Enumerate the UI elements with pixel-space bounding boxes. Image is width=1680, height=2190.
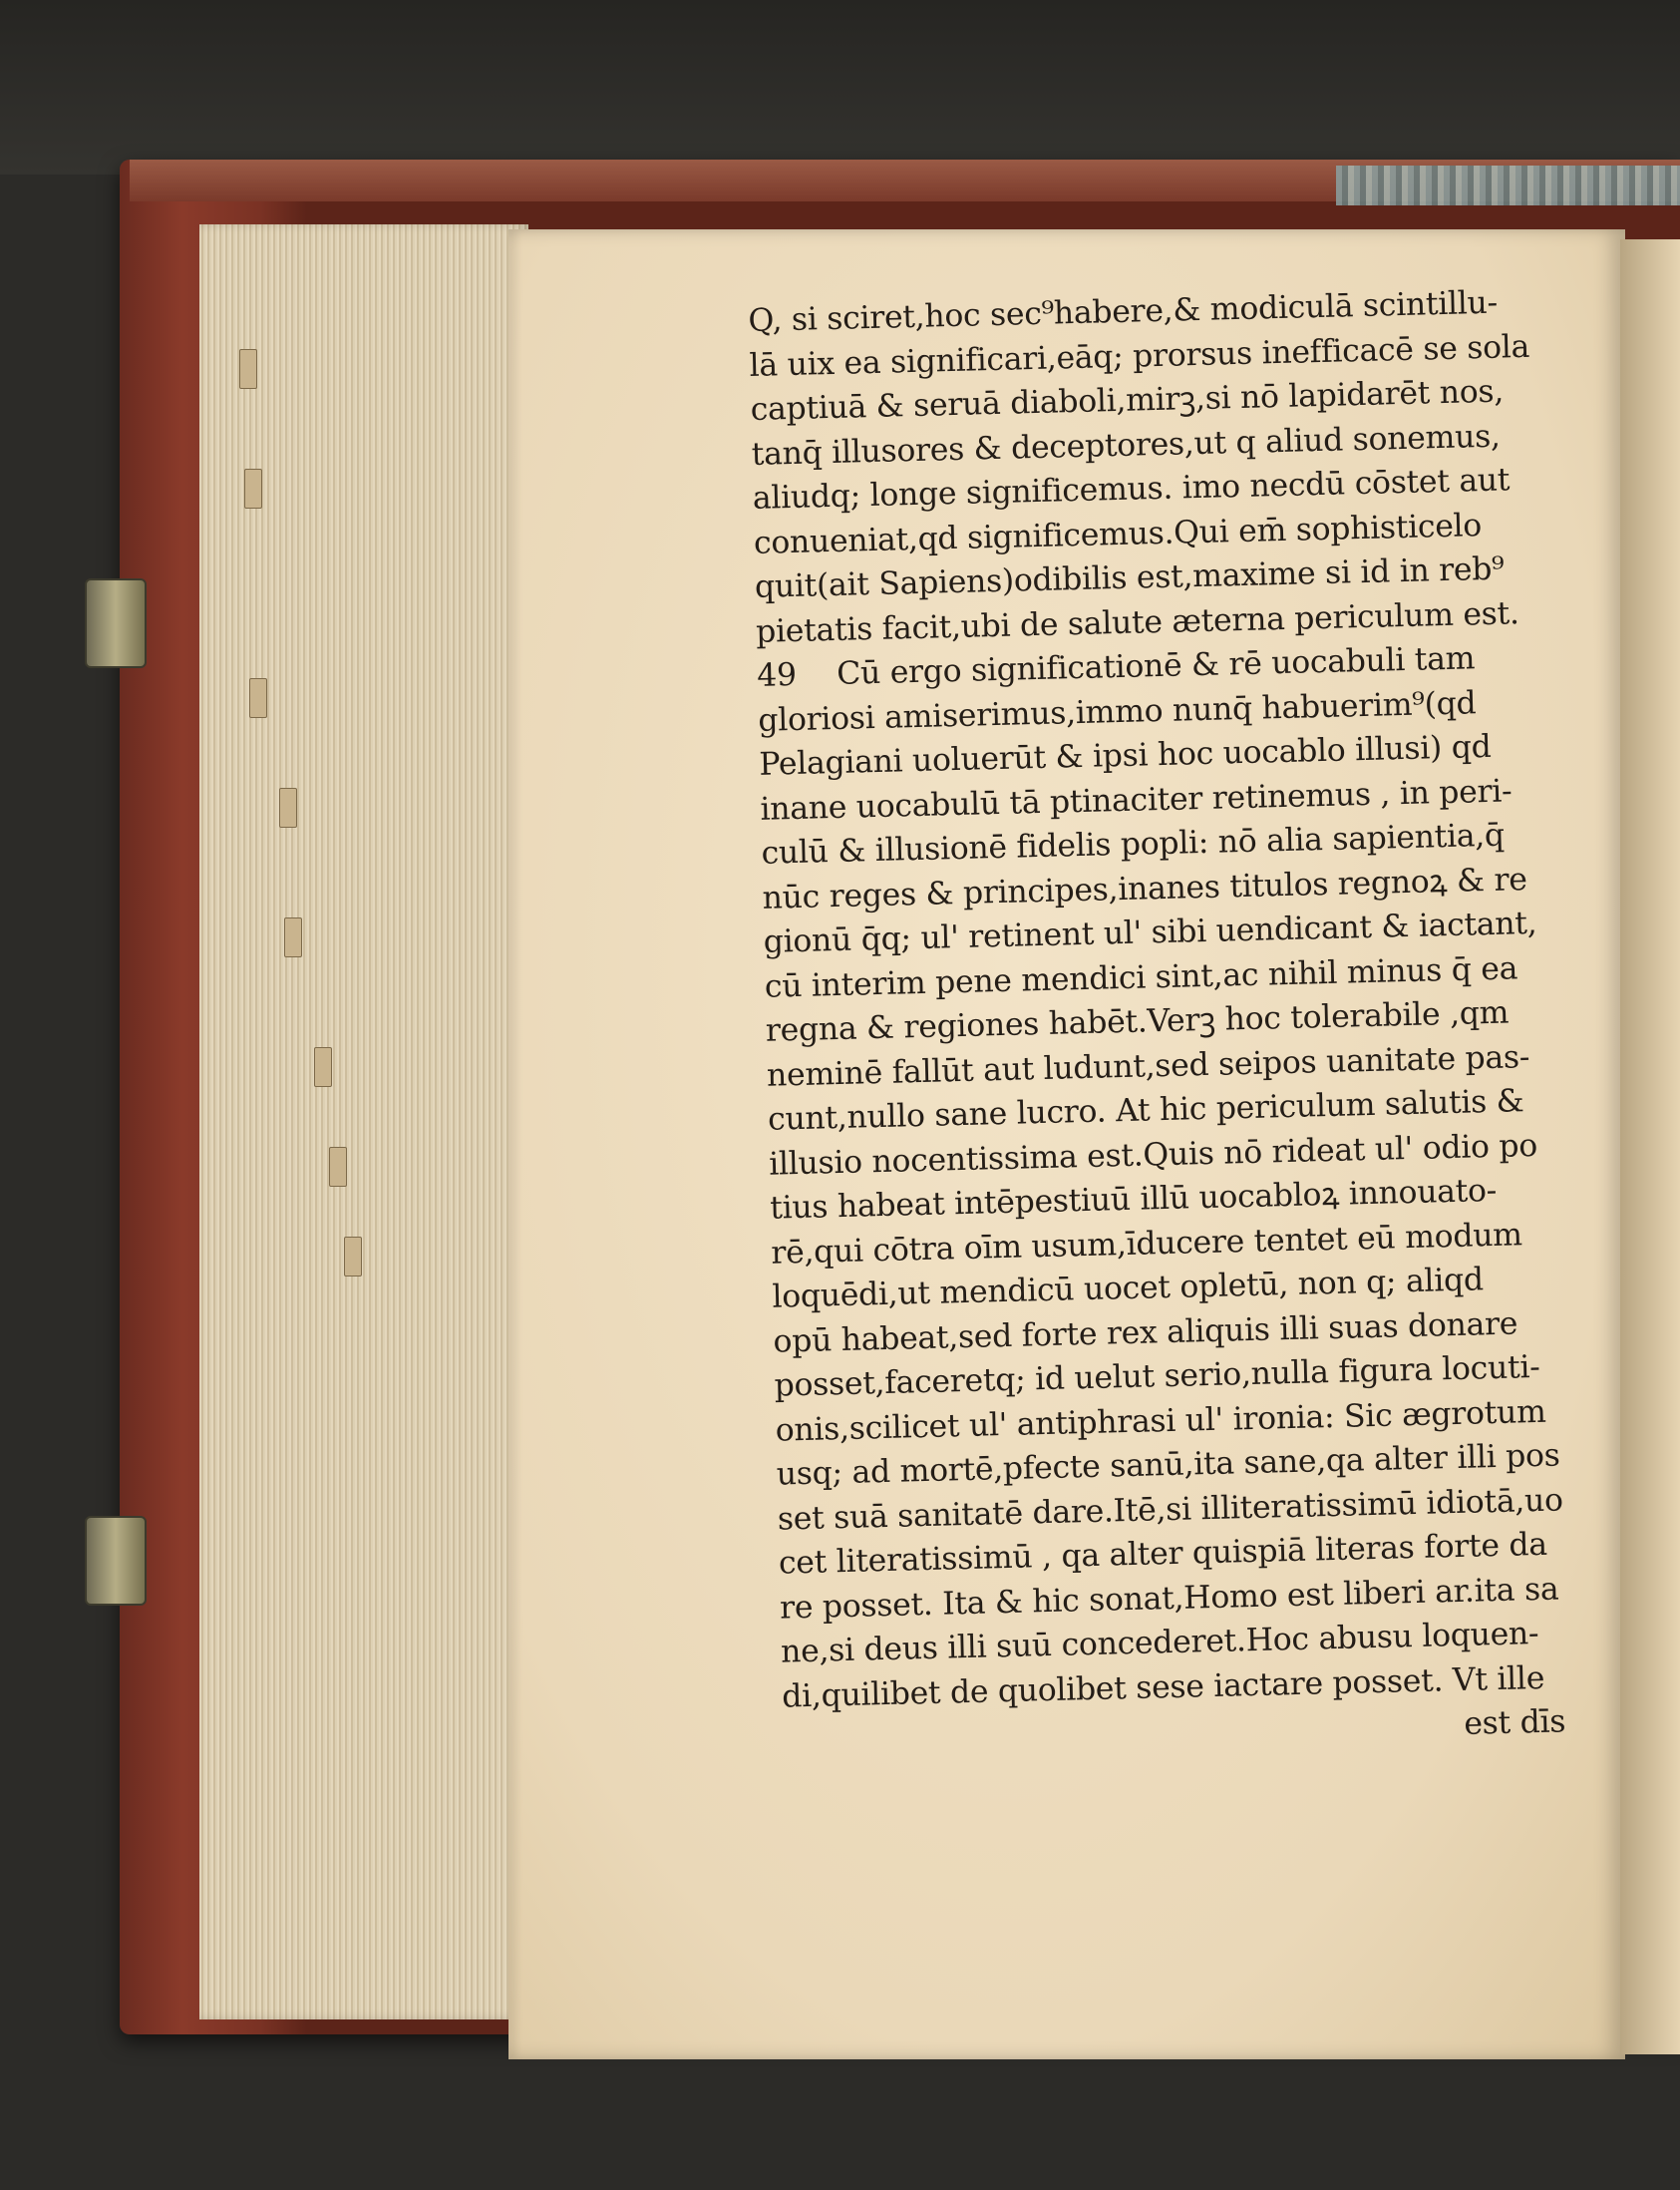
page-tab [314,1047,332,1087]
text-line: regna & regiones habēt.Verꝫ hoc tolerabile ,qm [765,994,1510,1049]
text-line: rē,qui cōtra oīm usum,īducere tentet eū modum [770,1216,1523,1272]
text-line: cū interim pene mendici sint,ac nihil minus q̄ ea [764,949,1518,1005]
text-line: lā uix ea significari,eāq; prorsus inefficacē se sola [749,328,1530,384]
text-line: illusio nocentissima est.Quis nō rideat ul' odio po [768,1127,1538,1183]
text-line: tius habeat intēpestiuū illū uocabloꝝ innouato- [769,1172,1498,1227]
text-line: cet literatissimū , qa alter quispiā literas forte da [778,1526,1548,1582]
page-tab [244,469,262,509]
text-line: ne,si deus illi suū concederet.Hoc abusu loquen- [780,1616,1539,1670]
text-line: di,quilibet de quolibet sese iactare posset. Vt ille [781,1659,1545,1715]
text-line: loquēdi,ut mendicū uocet opletū, non q; aliqd [772,1262,1485,1315]
page-tab [329,1147,347,1187]
text-line: neminē fallūt aut ludunt,sed seipos uanitate pas- [766,1038,1530,1094]
page-tab [239,349,257,389]
text-line: Cū ergo significationē & rē uocabuli tam [836,640,1476,692]
page-tab [284,917,302,957]
text-line: nūc reges & principes,inanes titulos regnoꝝ & re [762,861,1527,916]
text-line: set suā sanitatē dare.Itē,si illiteratissimū idiotā,uo [777,1481,1564,1538]
text-line: onis,scilicet ul' antiphrasi ul' ironia: Sic ægrotum [775,1393,1547,1449]
text-line: pietatis facit,ubi de salute æterna periculum est. [755,594,1520,650]
text-line: usq; ad mortē,pfecte sanū,ita sane,qa alter illi pos [776,1437,1560,1493]
page-tab [344,1237,362,1277]
text-line: tanq̄ illusores & deceptores,ut q aliud sonemus, [751,418,1502,473]
catchword: est dīs [1463,1703,1566,1742]
text-line: inane uocabulū tā ptinaciter retinemus , in peri- [760,772,1512,828]
text-line: gionū q̄q; ul' retinent ul' sibi uendicant & iactant, [763,905,1537,960]
text-line: aliudq; longe significemus. imo necdū cōstet aut [752,462,1511,517]
headband [1336,166,1680,205]
text-line: captiuā & seruā diaboli,mirꝫ,si nō lapidarēt nos, [750,373,1505,428]
page-tab [279,788,297,828]
clasp-top [85,578,147,668]
text-line: re posset. Ita & hic sonat,Homo est liberi ar.ita sa [779,1571,1559,1627]
facing-page-edge [1620,239,1680,2054]
clasp-bottom [85,1516,147,1606]
text-line: posset,faceretq; id uelut serio,nulla figura locuti- [774,1348,1540,1404]
text-line: gloriosi amiserimus,immo nunq̄ habuerim⁹(qd [757,684,1477,739]
text-line: Q, si sciret,hoc sec⁹habere,& modiculā scintillu- [748,284,1499,339]
text-line: cunt,nullo sane lucro. At hic periculum salutis & [767,1083,1524,1138]
background-top [0,0,1680,175]
text-line: culū & illusionē fidelis popli: nō alia sapientia,q̄ [761,817,1506,872]
text-line: opū habeat,sed forte rex aliquis illi suas donare [773,1304,1518,1360]
page-text [748,279,1611,1763]
text-line: quit(ait Sapiens)odibilis est,maxime si id in reb⁹ [754,550,1505,605]
text-line: Pelagiani uoluerūt & ipsi hoc uocablo illusi) qd [758,728,1492,783]
page-tab [249,678,267,718]
paragraph-number: 49 [756,656,798,694]
text-line: conueniat,qd significemus.Qui em̄ sophisticelo [753,507,1483,561]
